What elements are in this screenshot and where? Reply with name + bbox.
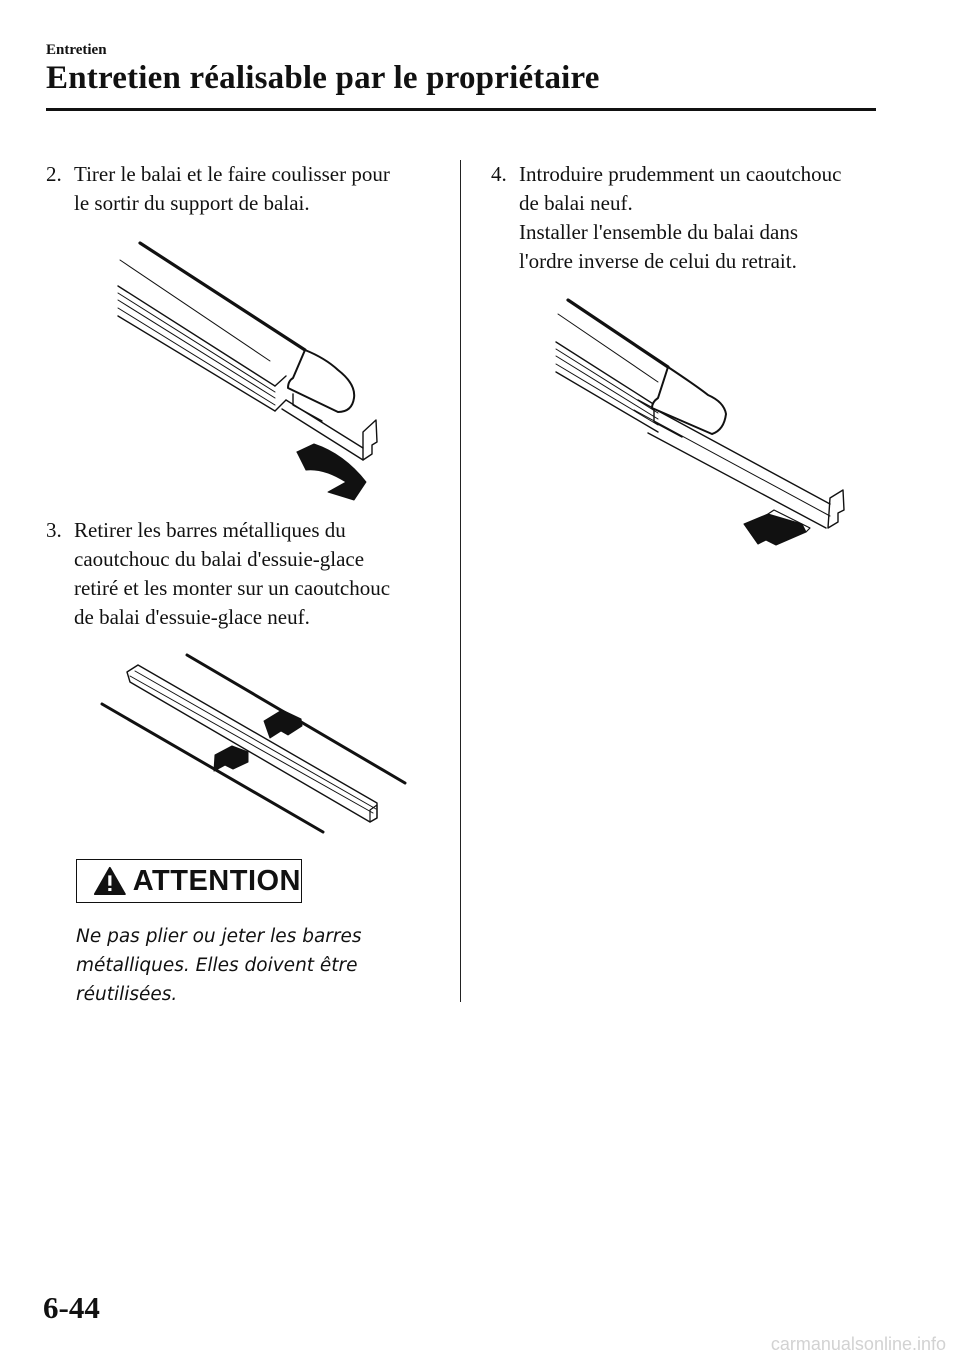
step-text-line: de balai d'essuie-glace neuf. [74,605,310,629]
metal-bars-removal-illustration [90,645,420,845]
attention-box [76,859,302,903]
step-text-line: retiré et les monter sur un caoutchouc [74,576,391,600]
step-number: 3. [46,518,62,542]
step-text-line: caoutchouc du balai d'essuie-glace [74,547,365,571]
wiper-blade-slide-out-illustration [110,238,410,510]
step-number: 4. [491,162,507,186]
step-text-line: Tirer le balai et le faire coulisser pour [74,162,390,186]
step-text-line: Installer l'ensemble du balai dans [519,220,799,244]
attention-text-line: Ne pas plier ou jeter les barres [76,926,362,947]
attention-label: ATTENTION [132,864,301,897]
attention-text-line: réutilisées. [76,984,178,1005]
step-3 [46,516,390,632]
step-2 [46,160,390,218]
step-text-line: l'ordre inverse de celui du retrait. [519,249,797,273]
page-title: Entretien réalisable par le propriétaire [46,60,600,96]
step-text-line: Introduire prudemment un caoutchouc [519,162,842,186]
attention-text [76,922,362,1009]
warning-triangle-icon [93,865,127,897]
column-divider [460,160,461,1002]
new-rubber-insertion-illustration [548,292,858,567]
title-rule [46,108,876,111]
section-label: Entretien [46,42,107,58]
attention-text-line: métalliques. Elles doivent être [76,955,358,976]
step-number: 2. [46,162,62,186]
page-number: 6-44 [43,1290,100,1325]
step-4 [491,160,841,276]
step-text-line: Retirer les barres métalliques du [74,518,346,542]
step-text-line: le sortir du support de balai. [74,191,310,215]
step-text-line: de balai neuf. [519,191,633,215]
watermark: carmanualsonline.info [770,1334,946,1354]
